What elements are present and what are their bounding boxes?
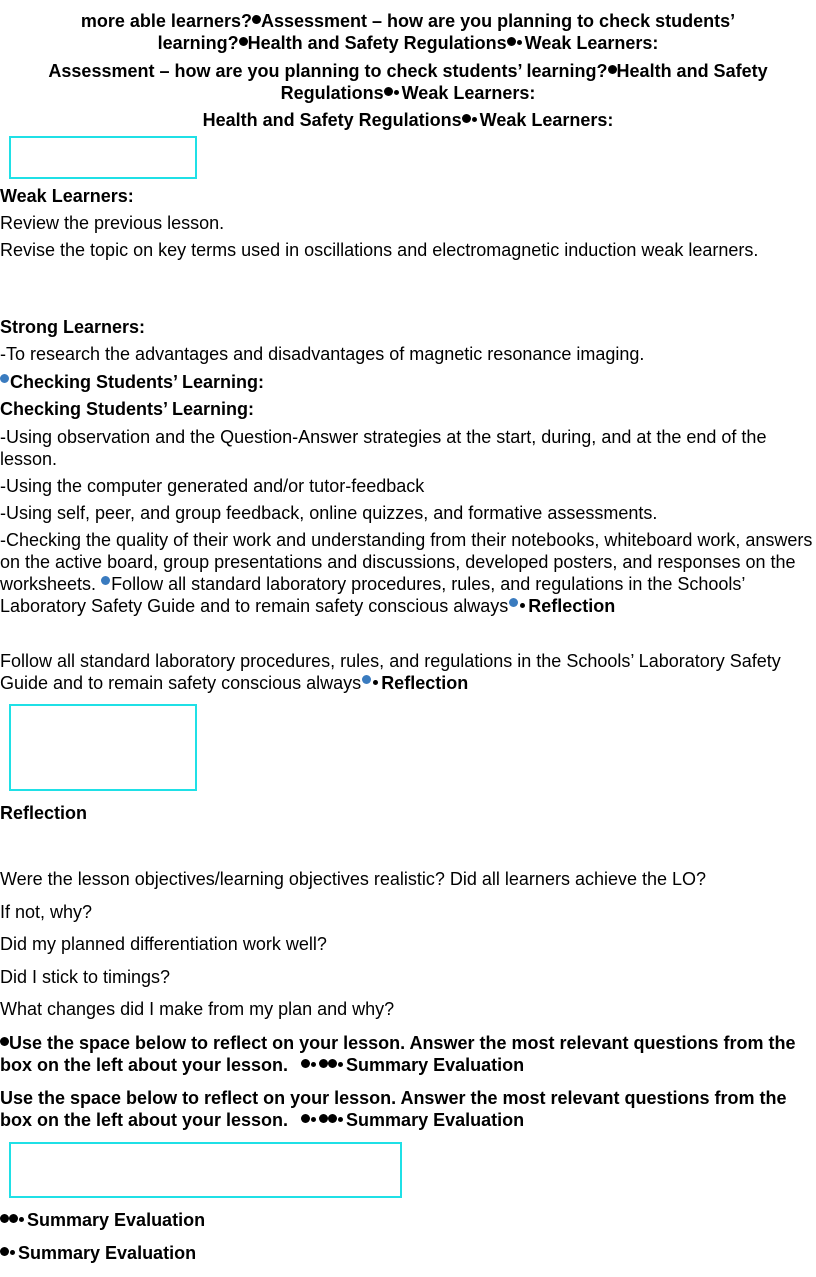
summary-line-2	[0, 1242, 816, 1264]
reflection-prompt-2-tail: Summary Evaluation	[346, 1110, 525, 1130]
safety-paragraph	[0, 650, 816, 694]
header-text-1a: more able learners?	[80, 11, 252, 31]
safety-text: Follow all standard laboratory procedures, rules, and regulations in the Schools’ Laboratory Safety Guide and to remain safety conscious always	[0, 651, 781, 693]
checking-item-1: -Using observation and the Question-Answer strategies at the start, during, and at the end of the lesson.	[0, 427, 767, 469]
header-text-5a: Health and Safety Regulations	[202, 110, 462, 130]
bullet-small-icon	[311, 1062, 316, 1067]
bullet-icon	[239, 37, 248, 46]
weak-item-2: Revise the topic on key terms used in oscillations and electromagnetic induction weak learners.	[0, 240, 759, 260]
bullet-icon	[384, 87, 393, 96]
bullet-icon	[9, 1214, 18, 1223]
bullet-icon	[328, 1059, 337, 1068]
header-text-5b: Weak Learners:	[479, 110, 614, 130]
checking-heading-1-text: Checking Students’ Learning:	[10, 372, 265, 392]
summary-label-2: Summary Evaluation	[18, 1243, 197, 1263]
bullet-icon	[301, 1114, 310, 1123]
checking-item-4-text: -Checking the quality of their work and understanding from their notebooks, whiteboard work, answers on the active board, group presentations and discussions, developed posters, and responses on the worksheets.	[0, 530, 813, 594]
bullet-blue-icon	[0, 374, 9, 383]
bullet-small-icon	[19, 1217, 24, 1222]
header-text-2c: Weak Learners:	[524, 33, 659, 53]
bullet-icon	[328, 1114, 337, 1123]
bullet-icon	[0, 1037, 9, 1046]
bullet-blue-icon	[101, 576, 110, 585]
reflection-prompt-1-text: Use the space below to reflect on your lesson. Answer the most relevant questions from the box on the left about your lesson.	[0, 1033, 796, 1075]
bullet-small-icon	[338, 1117, 343, 1122]
bullet-small-icon	[520, 603, 525, 608]
reflection-prompt-1	[0, 1032, 816, 1076]
header-text-4b: Weak Learners:	[401, 83, 536, 103]
strong-learners-heading: Strong Learners:	[0, 317, 146, 337]
bullet-icon	[301, 1059, 310, 1068]
weak-learners-heading: Weak Learners:	[0, 186, 134, 206]
text-box-1[interactable]	[9, 136, 197, 179]
reflection-question-3: Did my planned differentiation work well?	[0, 934, 327, 954]
bullet-small-icon	[394, 90, 399, 95]
header-text-2b: Health and Safety Regulations	[247, 33, 507, 53]
checking-item-2: -Using the computer generated and/or tutor-feedback	[0, 476, 425, 496]
summary-label-1: Summary Evaluation	[27, 1210, 206, 1230]
safety-ref: Reflection	[381, 673, 469, 693]
header-line-5	[0, 109, 816, 131]
reflection-question-1: Were the lesson objectives/learning objectives realistic? Did all learners achieve the LO?	[0, 869, 707, 889]
reflection-prompt-1-tail: Summary Evaluation	[346, 1055, 525, 1075]
header-line-2	[0, 32, 816, 54]
header-text-3b: Health and Safety	[616, 61, 768, 81]
reflection-question-5: What changes did I make from my plan and why?	[0, 999, 395, 1019]
header-text-2a: learning?	[157, 33, 239, 53]
reflection-question-4: Did I stick to timings?	[0, 967, 171, 987]
checking-item-4-tail: Follow all standard laboratory procedures, rules, and regulations in the Schools’ Laboratory Safety Guide and to remain safety conscious always	[0, 574, 745, 616]
bullet-icon	[462, 114, 471, 123]
bullet-small-icon	[517, 40, 522, 45]
bullet-icon	[0, 1214, 9, 1223]
reflection-question-2: If not, why?	[0, 902, 93, 922]
summary-line-1	[0, 1209, 816, 1231]
reflection-prompt-2	[0, 1087, 816, 1131]
bullet-blue-icon	[509, 598, 518, 607]
bullet-icon	[507, 37, 516, 46]
bullet-icon	[319, 1059, 328, 1068]
checking-heading-2: Checking Students’ Learning:	[0, 399, 255, 419]
header-line-4	[0, 82, 816, 104]
bullet-small-icon	[472, 117, 477, 122]
bullet-icon	[319, 1114, 328, 1123]
header-line-1	[0, 10, 816, 32]
checking-item-3: -Using self, peer, and group feedback, online quizzes, and formative assessments.	[0, 503, 658, 523]
reflection-heading: Reflection	[0, 803, 88, 823]
header-line-3	[0, 60, 816, 82]
checking-item-4	[0, 529, 816, 617]
bullet-icon	[608, 65, 617, 74]
weak-item-1: Review the previous lesson.	[0, 213, 225, 233]
header-text-3a: Assessment – how are you planning to check students’ learning?	[48, 61, 608, 81]
reflection-prompt-2-text: Use the space below to reflect on your lesson. Answer the most relevant questions from the box on the left about your lesson.	[0, 1088, 787, 1130]
text-box-2[interactable]	[9, 704, 197, 791]
bullet-small-icon	[338, 1062, 343, 1067]
text-box-3[interactable]	[9, 1142, 402, 1198]
bullet-small-icon	[373, 680, 378, 685]
header-text-1b: Assessment – how are you planning to check students’	[260, 11, 736, 31]
checking-heading-1	[0, 371, 816, 393]
bullet-small-icon	[311, 1117, 316, 1122]
bullet-icon	[0, 1247, 9, 1256]
strong-item-1: -To research the advantages and disadvantages of magnetic resonance imaging.	[0, 344, 645, 364]
bullet-small-icon	[10, 1250, 15, 1255]
header-text-4a: Regulations	[280, 83, 384, 103]
bullet-blue-icon	[362, 675, 371, 684]
bullet-icon	[252, 15, 261, 24]
checking-item-4-ref: Reflection	[528, 596, 616, 616]
